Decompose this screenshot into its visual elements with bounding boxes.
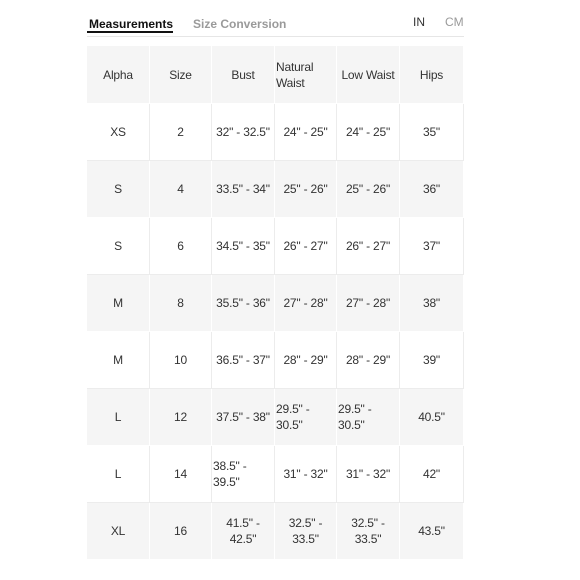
unit-toggle-in[interactable]: IN [413, 15, 425, 29]
table-cell: 32" - 32.5" [212, 104, 275, 161]
table-cell: 39" [400, 332, 464, 389]
table-cell: 8 [150, 275, 212, 332]
table-cell: 36" [400, 161, 464, 218]
table-cell: M [87, 332, 150, 389]
table-cell: S [87, 218, 150, 275]
table-cell: 10 [150, 332, 212, 389]
table-cell: 29.5" - 30.5" [337, 389, 400, 446]
table-cell: 28" - 29" [275, 332, 337, 389]
table-cell: 32.5" - 33.5" [275, 503, 337, 560]
tab-measurements[interactable]: Measurements [89, 17, 174, 31]
table-cell: 43.5" [400, 503, 464, 560]
table-cell: XL [87, 503, 150, 560]
table-cell: 2 [150, 104, 212, 161]
table-header-cell: Hips [400, 46, 464, 104]
table-cell: S [87, 161, 150, 218]
measurements-table [87, 46, 464, 560]
table-cell: 37" [400, 218, 464, 275]
table-cell: 32.5" - 33.5" [337, 503, 400, 560]
table-cell: 26" - 27" [275, 218, 337, 275]
table-cell: 36.5" - 37" [212, 332, 275, 389]
table-cell: 25" - 26" [275, 161, 337, 218]
active-tab-underline [87, 31, 173, 33]
table-cell: 6 [150, 218, 212, 275]
tab-size-conversion[interactable]: Size Conversion [193, 17, 287, 31]
table-cell: 4 [150, 161, 212, 218]
table-cell: 14 [150, 446, 212, 503]
table-cell: 28" - 29" [337, 332, 400, 389]
table-cell: XS [87, 104, 150, 161]
table-cell: 35" [400, 104, 464, 161]
table-header-cell: Low Waist [337, 46, 400, 104]
table-header-cell: Natural Waist [275, 46, 337, 104]
table-cell: 33.5" - 34" [212, 161, 275, 218]
table-cell: 42" [400, 446, 464, 503]
table-cell: 37.5" - 38" [212, 389, 275, 446]
table-cell: M [87, 275, 150, 332]
table-header-cell: Bust [212, 46, 275, 104]
table-cell: 35.5" - 36" [212, 275, 275, 332]
table-cell: 26" - 27" [337, 218, 400, 275]
table-header-cell: Alpha [87, 46, 150, 104]
table-cell: 16 [150, 503, 212, 560]
table-cell: 25" - 26" [337, 161, 400, 218]
table-cell: L [87, 389, 150, 446]
table-cell: 24" - 25" [275, 104, 337, 161]
table-cell: 34.5" - 35" [212, 218, 275, 275]
tab-bar [87, 10, 464, 37]
table-cell: 12 [150, 389, 212, 446]
table-cell: 40.5" [400, 389, 464, 446]
table-cell: 38.5" - 39.5" [212, 446, 275, 503]
table-cell: 31" - 32" [337, 446, 400, 503]
table-cell: L [87, 446, 150, 503]
unit-toggle-cm[interactable]: CM [445, 15, 464, 29]
table-cell: 27" - 28" [337, 275, 400, 332]
table-cell: 27" - 28" [275, 275, 337, 332]
table-cell: 24" - 25" [337, 104, 400, 161]
table-cell: 41.5" - 42.5" [212, 503, 275, 560]
table-cell: 29.5" - 30.5" [275, 389, 337, 446]
table-cell: 38" [400, 275, 464, 332]
table-cell: 31" - 32" [275, 446, 337, 503]
table-header-cell: Size [150, 46, 212, 104]
